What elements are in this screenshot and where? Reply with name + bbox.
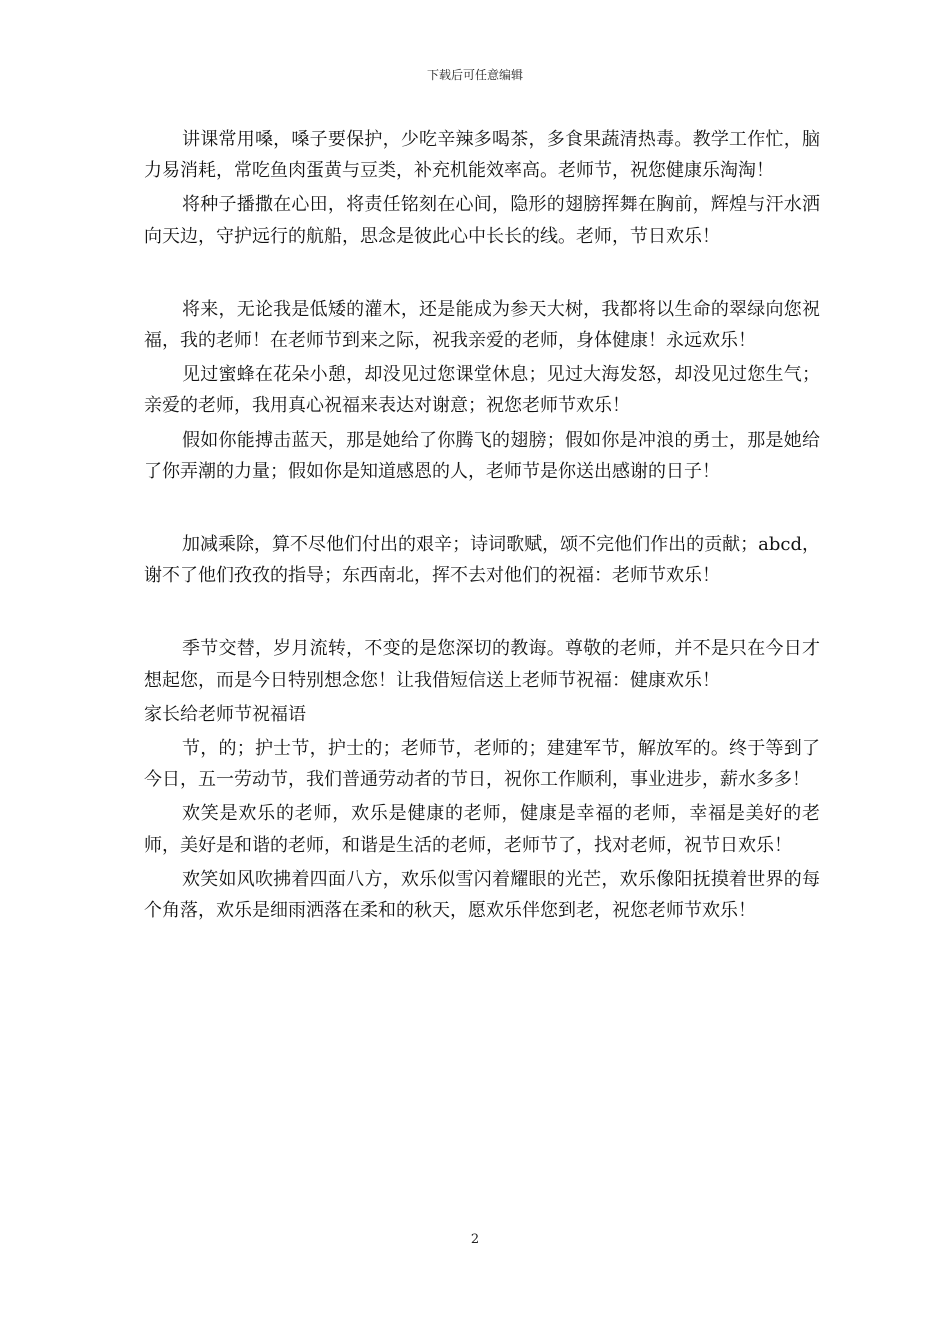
paragraph: 将来，无论我是低矮的灌木，还是能成为参天大树，我都将以生命的翠绿向您祝福，我的老师！在老师节到来之际，祝我亲爱的老师，身体健康！永远欢乐！ <box>144 298 820 352</box>
paragraph: 节，的；护士节，护士的；老师节，老师的；建建军节，解放军的。终于等到了今日，五一劳动节，我们普通劳动者的节日，祝你工作顺利，事业进步，薪水多多！ <box>144 738 820 791</box>
paragraph: 欢笑如风吹拂着四面八方，欢乐似雪闪着耀眼的光芒，欢乐像阳抚摸着世界的每个角落，欢乐是细雨洒落在柔和的秋天，愿欢乐伴您到老，祝您老师节欢乐！ <box>144 868 820 922</box>
document-body <box>144 124 820 929</box>
section-heading: 家长给老师节祝福语 <box>144 703 306 725</box>
paragraph: 见过蜜蜂在花朵小憩，却没见过您课堂休息；见过大海发怒，却没见过您生气；亲爱的老师，我用真心祝福来表达对谢意；祝您老师节欢乐！ <box>144 364 820 417</box>
paragraph: 讲课常用嗓，嗓子要保护，少吃辛辣多喝茶，多食果蔬清热毒。教学工作忙，脑力易消耗，常吃鱼肉蛋黄与豆类，补充机能效率高。老师节，祝您健康乐淘淘！ <box>144 129 820 182</box>
paragraph: 欢笑是欢乐的老师，欢乐是健康的老师，健康是幸福的老师，幸福是美好的老师，美好是和谐的老师，和谐是生活的老师，老师节了，找对老师，祝节日欢乐！ <box>144 803 820 856</box>
page-number: 2 <box>470 1232 480 1247</box>
paragraph: 假如你能搏击蓝天，那是她给了你腾飞的翅膀；假如你是冲浪的勇士，那是她给了你弄潮的力量；假如你是知道感恩的人，老师节是你送出感谢的日子！ <box>144 429 820 482</box>
paragraph: 将种子播撒在心田，将责任铭刻在心间，隐形的翅膀挥舞在胸前，辉煌与汗水洒向天边，守护远行的航船，思念是彼此心中长长的线。老师，节日欢乐！ <box>144 194 820 247</box>
paragraph: 季节交替，岁月流转，不变的是您深切的教诲。尊敬的老师，并不是只在今日才想起您，而是今日特别想念您！让我借短信送上老师节祝福：健康欢乐！ <box>144 638 820 691</box>
paragraph: 加减乘除，算不尽他们付出的艰辛；诗词歌赋，颂不完他们作出的贡献；abcd，谢不了他们孜孜的指导；东西南北，挥不去对他们的祝福：老师节欢乐！ <box>144 534 820 587</box>
page-header: 下载后可任意编辑 <box>426 68 523 82</box>
